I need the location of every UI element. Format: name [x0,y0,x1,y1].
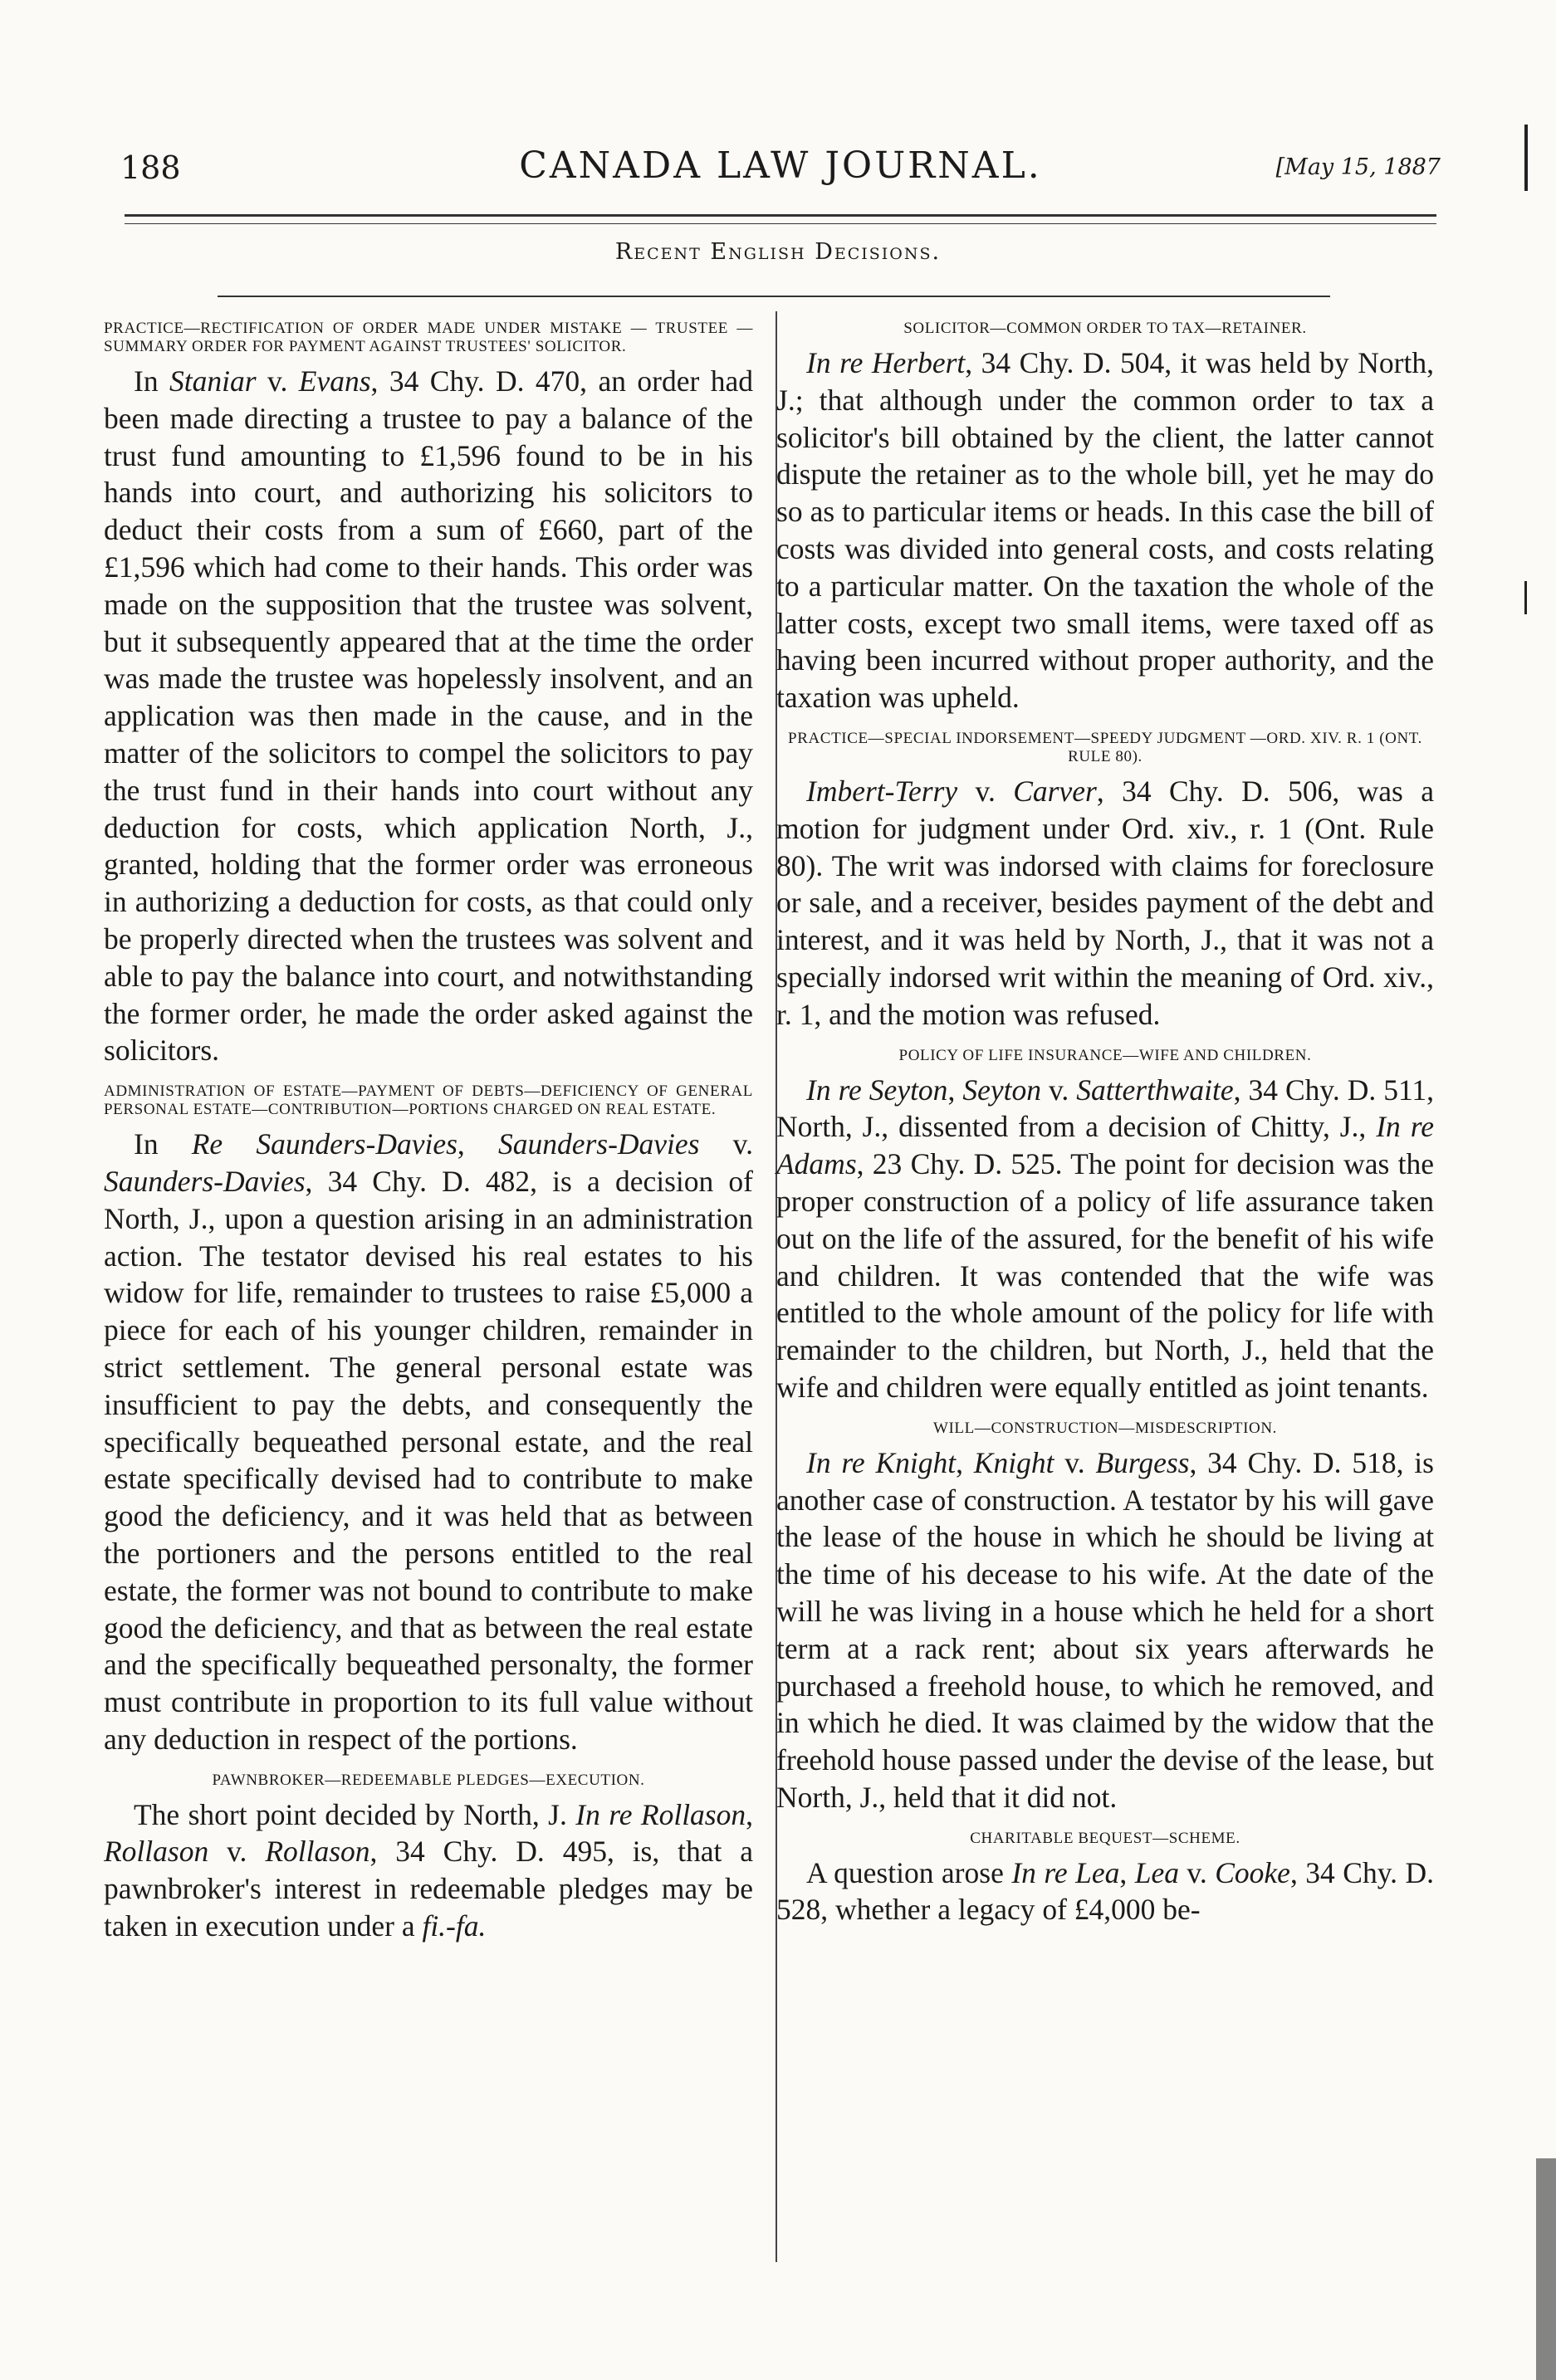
left-column [104,320,753,1958]
case-name: Rollason [104,1835,209,1869]
right-column [776,320,1434,1942]
article-heading: CHARITABLE BEQUEST—SCHEME. [970,1829,1240,1847]
case-name: Re Saunders-Davies [191,1127,458,1161]
case-name: Knight [973,1445,1054,1479]
article-body [104,1126,753,1758]
article-body [104,1796,753,1945]
article-body [104,363,753,1069]
body-text: v. [957,774,1014,808]
body-text: , 34 Chy. D. 504, it was held by North, J.; that although under the common order to tax a solicitor's bill obtained by the client, the latter cannot dispute the retainer as to the whole bill, yet he may do so as to particular items or heads. In this case the bill of costs was divided into general costs, and costs relating to a particular matter. On the taxation the whole of the latter costs, except two small items, were taxed off as having been incurred without proper authority, and the taxation was upheld. [776,346,1434,715]
case-name: Satterthwaite [1076,1073,1234,1107]
case-name: In re Herbert [806,346,966,379]
article-body [776,773,1434,1034]
article-heading: PAWNBROKER—REDEEMABLE PLEDGES—EXECUTION. [212,1771,645,1789]
body-text: , [746,1797,753,1831]
article-heading: POLICY OF LIFE INSURANCE—WIFE AND CHILDREN. [898,1046,1312,1064]
page-number: 188 [120,149,181,186]
scan-mark [1524,581,1527,614]
body-text: v. [1040,1073,1077,1107]
case-name: Cooke [1215,1855,1290,1889]
case-name: In re Adams [776,1110,1434,1181]
article-heading: WILL—CONSTRUCTION—MISDESCRIPTION. [932,1419,1278,1437]
case-name: Seyton [962,1073,1041,1107]
case-name: Saunders-Davies [497,1127,700,1161]
case-name: Rollason [265,1835,370,1869]
journal-title: CANADA LAW JOURNAL. [519,144,1042,187]
body-text: v. [1054,1445,1096,1479]
case-name: In re Knight [806,1445,957,1479]
body-text: , 34 Chy. D. 482, is a decision of North, J., upon a question arising in an administration action. The testator devised his real estates to his widow for life, remainder to trustees to raise £5,000 a piece for each of his younger children, remainder in strict settlement. The general personal estate was insufficient to pay the debts, and consequently the specifically bequeathed personal estate, and the real estate specifically devised had to contribute to make good the deficiency, and it was held that as between the portioners and the persons entitled to the real estate, the former was not bound to contribute to make good the deficiency, and that as between the real estate and the specifically bequeathed personalty, the former must contribute in proportion to its full value without any deduction in respect of the portions. [104,1164,753,1756]
case-name: In re Rollason [575,1797,746,1831]
body-text: , 34 Chy. D. 506, was a motion for judgment under Ord. xiv., r. 1 (Ont. Rule 80). The writ was indorsed with claims for foreclosure or sale, and a receiver, besides payment of the debt and interest, and it was held by North, J., that it was not a specially indorsed writ within the meaning of Ord. xiv., r. 1, and the motion was refused. [776,774,1434,1031]
case-name: Staniar [169,364,257,398]
case-name: In re Seyton [806,1073,948,1107]
body-text: v. [699,1127,753,1161]
body-text: In [134,364,170,398]
case-name: Imbert-Terry [806,774,958,808]
article-heading: PRACTICE—SPECIAL INDORSEMENT—SPEEDY JUDGMENT —ORD. XIV. R. 1 (ONT. RULE 80). [788,729,1422,765]
body-text: In [134,1127,192,1161]
body-text: v. [208,1835,266,1869]
body-text: , 34 Chy. D. 470, an order had been made directing a trustee to pay a balance of the trust fund amounting to £1,596 found to be in his hands into court, and authorizing his solicitors to deduct their costs from a sum of £660, part of the £1,596 which had come to their hands. This order was made on the supposition that the trustee was solvent, but it subsequently appeared that at the time the order was made the trustee was hopelessly insolvent, and an application was then made in the cause, and in the matter of the solicitors to compel the solicitors to pay the trust fund in their hands into court without any deduction for costs, which application North, J., granted, holding that the former order was erroneous in authorizing a deduction for costs, as that could only be properly directed when the trustees was solvent and able to pay the balance into court, and notwithstanding the former order, he made the order asked against the solicitors. [104,364,753,1068]
case-name: Lea [1134,1855,1179,1889]
case-name: fi.-fa. [422,1909,487,1943]
article-body [776,1444,1434,1816]
body-text: A question arose [806,1855,1012,1889]
article-body [776,345,1434,716]
body-text: , 23 Chy. D. 525. The point for decision was the proper construction of a policy of life assurance taken out on the life of the assured, for the benefit of his wife and children. It was contended that the wife was entitled to the whole amount of the policy for life with remainder to the children, but North, J., held that the wife and children were equally entitled as joint tenants. [776,1147,1434,1404]
body-text: , [457,1127,498,1161]
case-name: Burgess [1095,1445,1190,1479]
page-header [120,139,1441,198]
body-text: v. [256,364,299,398]
body-text: The short point decided by North, J. [134,1797,576,1831]
article-body [776,1072,1434,1406]
case-name: In re Lea [1011,1855,1120,1889]
article-heading: ADMINISTRATION OF ESTATE—PAYMENT OF DEBTS—DEFICIENCY OF GENERAL PERSONAL ESTATE—CONTRIBUTION—PORTIONS CHARGED ON REAL ESTATE. [104,1082,753,1119]
case-name: Saunders-Davies [104,1164,306,1198]
body-text: , [956,1445,974,1479]
article-heading: SOLICITOR—COMMON ORDER TO TAX—RETAINER. [903,320,1307,337]
body-text: , [1119,1855,1135,1889]
scan-mark [1536,2158,1556,2380]
case-name: Carver [1013,774,1097,808]
body-text: , [947,1073,963,1107]
body-text: , 34 Chy. D. 495, is, that a pawnbroker's interest in redeemable pledges may be taken in execution under a [104,1835,753,1943]
body-text: , 34 Chy. D. 528, whether a legacy of £4,000 be- [776,1855,1434,1927]
header-rule [125,214,1436,224]
section-rule [218,296,1330,297]
article-heading: PRACTICE—RECTIFICATION OF ORDER MADE UNDER MISTAKE — TRUSTEE — SUMMARY ORDER FOR PAYMENT AGAINST TRUSTEES' SOLICITOR. [104,320,753,355]
issue-date: [May 15, 1887 [1275,154,1441,180]
article-body [776,1855,1434,1929]
section-title: Recent English Decisions. [614,239,942,265]
body-text: , 34 Chy. D. 511, North, J., dissented from a decision of Chitty, J., [776,1073,1435,1144]
scan-mark [1524,125,1528,191]
body-text: v. [1178,1855,1216,1889]
case-name: Evans [298,364,371,398]
body-text: , 34 Chy. D. 518, is another case of construction. A testator by his will gave the lease of the house in which he should be living at the time of his decease to his wife. At the date of the will he was living in a house which he held for a short term at a rack rent; about six years afterwards he purchased a freehold house, to which he removed, and in which he died. It was claimed by the widow that the freehold house passed under the devise of the lease, but North, J., held that it did not. [776,1445,1434,1814]
